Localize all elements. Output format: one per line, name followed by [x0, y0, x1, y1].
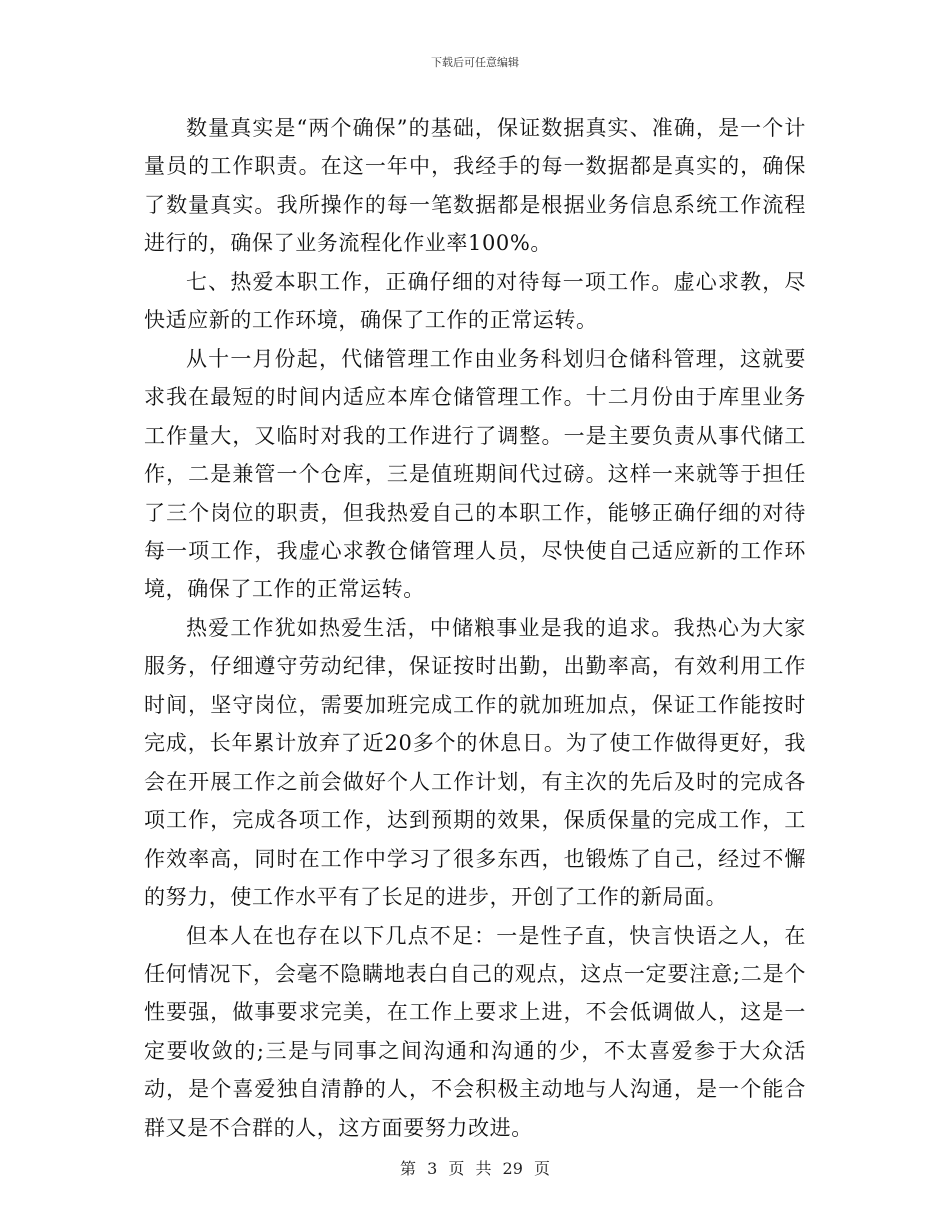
page-header: 下载后可任意编辑 [431, 56, 519, 69]
paragraph-section-seven: 七、热爱本职工作，正确仔细的对待每一项工作。虚心求教，尽快适应新的工作环境，确保了工作的正常运转。 [144, 269, 806, 333]
paragraph-storage-management: 从十一月份起，代储管理工作由业务科划归仓储科管理，这就要求我在最短的时间内适应本库仓储管理工作。十二月份由于库里业务工作量大，又临时对我的工作进行了调整。一是主要负责从事代储工作，二是兼管一个仓库，三是值班期间代过磅。这样一来就等于担任了三个岗位的职责，但我热爱自己的本职工作，能够正确仔细的对待每一项工作，我虚心求教仓储管理人员，尽快使自己适应新的工作环境，确保了工作的正常运转。 [144, 346, 806, 602]
document-body [144, 109, 806, 1147]
paragraph-shortcomings: 但本人在也存在以下几点不足：一是性子直，快言快语之人，在任何情况下，会毫不隐瞒地表白自己的观点，这点一定要注意;二是个性要强，做事要求完美，在工作上要求上进，不会低调做人，这是一定要收敛的;三是与同事之间沟通和沟通的少，不太喜爱参于大众活动，是个喜爱独自清静的人，不会积极主动地与人沟通，是一个能合群又是不合群的人，这方面要努力改进。 [144, 923, 806, 1140]
paragraph-work-attitude: 热爱工作犹如热爱生活，中储粮事业是我的追求。我热心为大家服务，仔细遵守劳动纪律，保证按时出勤，出勤率高，有效利用工作时间，坚守岗位，需要加班完成工作的就加班加点，保证工作能按时完成，长年累计放弃了近20多个的休息日。为了使工作做得更好，我会在开展工作之前会做好个人工作计划，有主次的先后及时的完成各项工作，完成各项工作，达到预期的效果，保质保量的完成工作，工作效率高，同时在工作中学习了很多东西，也锻炼了自己，经过不懈的努力，使工作水平有了长足的进步，开创了工作的新局面。 [144, 615, 806, 910]
paragraph-data-accuracy: 数量真实是“两个确保”的基础，保证数据真实、准确，是一个计量员的工作职责。在这一年中，我经手的每一数据都是真实的，确保了数量真实。我所操作的每一笔数据都是根据业务信息系统工作流程进行的，确保了业务流程化作业率100%。 [144, 116, 806, 256]
page-footer: 第 3 页 共 29 页 [400, 1159, 550, 1178]
